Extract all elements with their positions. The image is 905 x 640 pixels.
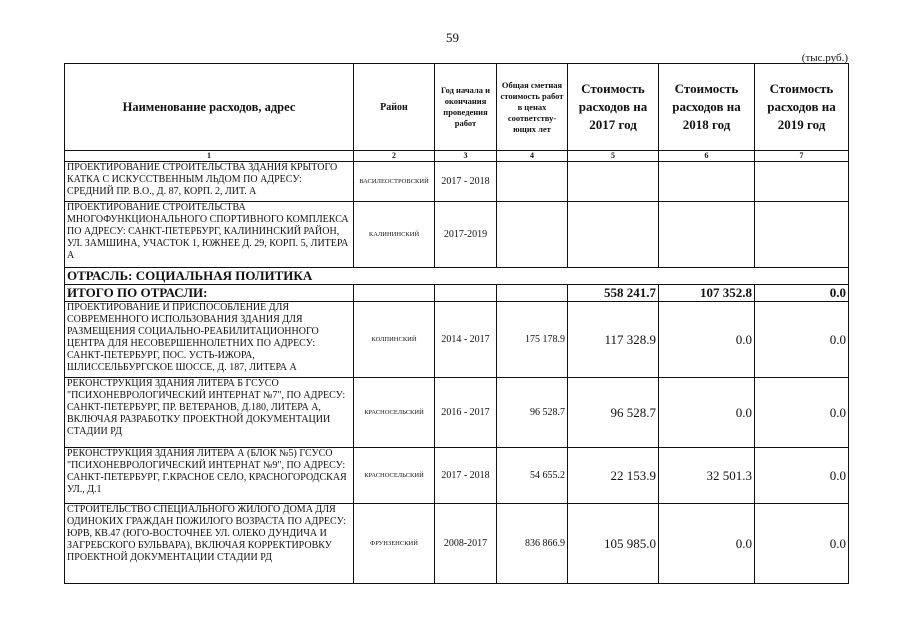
table-row xyxy=(65,448,849,504)
column-number: 7 xyxy=(755,151,849,162)
header-cost-2018: Стоимость расходов на 2018 год xyxy=(659,64,755,151)
row-total-cost: 175 178.9 xyxy=(497,302,568,378)
section-total-2019: 0.0 xyxy=(755,285,849,302)
column-number: 3 xyxy=(435,151,497,162)
row-years: 2017 - 2018 xyxy=(435,448,497,504)
section-total-label: ИТОГО ПО ОТРАСЛИ: xyxy=(65,285,354,302)
row-name: ПРОЕКТИРОВАНИЕ СТРОИТЕЛЬСТВА ЗДАНИЯ КРЫТОГО КАТКА С ИСКУССТВЕННЫМ ЛЬДОМ ПО АДРЕСУ: СРЕДНИЙ ПР. В.О., Д. 87, КОРП. 2, ЛИТ. А xyxy=(65,162,354,202)
row-district: ВАСИЛЕОСТРОВСКИЙ xyxy=(354,162,435,202)
row-cost-2019: 0.0 xyxy=(755,378,849,448)
row-cost-2019 xyxy=(755,162,849,202)
unit-note: (тыс.руб.) xyxy=(801,52,848,64)
row-district: КРАСНОСЕЛЬСКИЙ xyxy=(354,378,435,448)
row-total-cost xyxy=(497,202,568,268)
row-years: 2008-2017 xyxy=(435,504,497,584)
row-cost-2017 xyxy=(568,162,659,202)
section-total-2018: 107 352.8 xyxy=(659,285,755,302)
table-row xyxy=(65,378,849,448)
section-total-empty xyxy=(354,285,435,302)
row-cost-2019: 0.0 xyxy=(755,302,849,378)
table-row xyxy=(65,302,849,378)
section-title: ОТРАСЛЬ: СОЦИАЛЬНАЯ ПОЛИТИКА xyxy=(65,268,849,285)
row-cost-2018: 0.0 xyxy=(659,504,755,584)
row-name: РЕКОНСТРУКЦИЯ ЗДАНИЯ ЛИТЕРА А (БЛОК №5) ГСУСО "ПСИХОНЕВРОЛОГИЧЕСКИЙ ИНТЕРНАТ №9", ПО АДРЕСУ: САНКТ-ПЕТЕРБУРГ, Г.КРАСНОЕ СЕЛО, КРАСНОГОРОДСКАЯ УЛ., Д.1 xyxy=(65,448,354,504)
column-number-row xyxy=(65,151,849,162)
row-years: 2014 - 2017 xyxy=(435,302,497,378)
row-cost-2017: 96 528.7 xyxy=(568,378,659,448)
column-number: 4 xyxy=(497,151,568,162)
row-cost-2019 xyxy=(755,202,849,268)
column-number: 5 xyxy=(568,151,659,162)
header-cost-2017: Стоимость расходов на 2017 год xyxy=(568,64,659,151)
column-number: 1 xyxy=(65,151,354,162)
row-cost-2017 xyxy=(568,202,659,268)
table-row xyxy=(65,162,849,202)
section-total-empty xyxy=(497,285,568,302)
header-district: Район xyxy=(354,64,435,151)
row-name: ПРОЕКТИРОВАНИЕ СТРОИТЕЛЬСТВА МНОГОФУНКЦИОНАЛЬНОГО СПОРТИВНОГО КОМПЛЕКСА ПО АДРЕСУ: САНКТ-ПЕТЕРБУРГ, КАЛИНИНСКИЙ РАЙОН, УЛ. ЗАМШИНА, УЧАСТОК 1, ЮЖНЕЕ Д. 29, КОРП. 5, ЛИТЕРА А xyxy=(65,202,354,268)
header-total-cost: Общая сметная стоимость работ в ценах соответству-ющих лет xyxy=(497,64,568,151)
row-years: 2017-2019 xyxy=(435,202,497,268)
header-years: Год начала и окончания проведения работ xyxy=(435,64,497,151)
row-total-cost: 836 866.9 xyxy=(497,504,568,584)
row-total-cost: 96 528.7 xyxy=(497,378,568,448)
section-row xyxy=(65,268,849,285)
row-cost-2019: 0.0 xyxy=(755,448,849,504)
row-district: ФРУНЗЕНСКИЙ xyxy=(354,504,435,584)
row-cost-2019: 0.0 xyxy=(755,504,849,584)
section-total-empty xyxy=(435,285,497,302)
row-district: КРАСНОСЕЛЬСКИЙ xyxy=(354,448,435,504)
row-cost-2018: 32 501.3 xyxy=(659,448,755,504)
section-total-row xyxy=(65,285,849,302)
row-total-cost xyxy=(497,162,568,202)
row-cost-2017: 22 153.9 xyxy=(568,448,659,504)
row-name: СТРОИТЕЛЬСТВО СПЕЦИАЛЬНОГО ЖИЛОГО ДОМА ДЛЯ ОДИНОКИХ ГРАЖДАН ПОЖИЛОГО ВОЗРАСТА ПО АДРЕСУ: ЮРВ, КВ.47 (ЮГО-ВОСТОЧНЕЕ УЛ. ОЛЕКО ДУНДИЧА И ЗАГРЕБСКОГО БУЛЬВАРА), ВКЛЮЧАЯ КОРРЕКТИРОВКУ ПРОЕКТНОЙ ДОКУМЕНТАЦИИ СТАДИИ РД xyxy=(65,504,354,584)
header-name: Наименование расходов, адрес xyxy=(65,64,354,151)
row-cost-2018: 0.0 xyxy=(659,378,755,448)
page-number: 59 xyxy=(446,30,459,45)
row-name: РЕКОНСТРУКЦИЯ ЗДАНИЯ ЛИТЕРА Б ГСУСО "ПСИХОНЕВРОЛОГИЧЕСКИЙ ИНТЕРНАТ №7", ПО АДРЕСУ: САНКТ-ПЕТЕРБУРГ, ПР. ВЕТЕРАНОВ, Д.180, ЛИТЕРА А, ВКЛЮЧАЯ РАЗРАБОТКУ ПРОЕКТНОЙ ДОКУМЕНТАЦИИ СТАДИИ РД xyxy=(65,378,354,448)
row-years: 2016 - 2017 xyxy=(435,378,497,448)
row-cost-2018 xyxy=(659,162,755,202)
table-row xyxy=(65,202,849,268)
row-cost-2017: 117 328.9 xyxy=(568,302,659,378)
column-number: 2 xyxy=(354,151,435,162)
expenses-table xyxy=(64,63,849,584)
table-row xyxy=(65,504,849,584)
column-number: 6 xyxy=(659,151,755,162)
header-cost-2019: Стоимость расходов на 2019 год xyxy=(755,64,849,151)
row-cost-2017: 105 985.0 xyxy=(568,504,659,584)
section-total-2017: 558 241.7 xyxy=(568,285,659,302)
row-name: ПРОЕКТИРОВАНИЕ И ПРИСПОСОБЛЕНИЕ ДЛЯ СОВРЕМЕННОГО ИСПОЛЬЗОВАНИЯ ЗДАНИЯ ДЛЯ РАЗМЕЩЕНИЯ СОЦИАЛЬНО-РЕАБИЛИТАЦИОННОГО ЦЕНТРА ДЛЯ НЕСОВЕРШЕННОЛЕТНИХ ПО АДРЕСУ: САНКТ-ПЕТЕРБУРГ, ПОС. УСТЬ-ИЖОРА, ШЛИССЕЛЬБУРГСКОЕ ШОССЕ, Д. 187, ЛИТЕРА А xyxy=(65,302,354,378)
row-cost-2018: 0.0 xyxy=(659,302,755,378)
row-years: 2017 - 2018 xyxy=(435,162,497,202)
row-district: КАЛИНИНСКИЙ xyxy=(354,202,435,268)
row-total-cost: 54 655.2 xyxy=(497,448,568,504)
row-district: КОЛПИНСКИЙ xyxy=(354,302,435,378)
row-cost-2018 xyxy=(659,202,755,268)
